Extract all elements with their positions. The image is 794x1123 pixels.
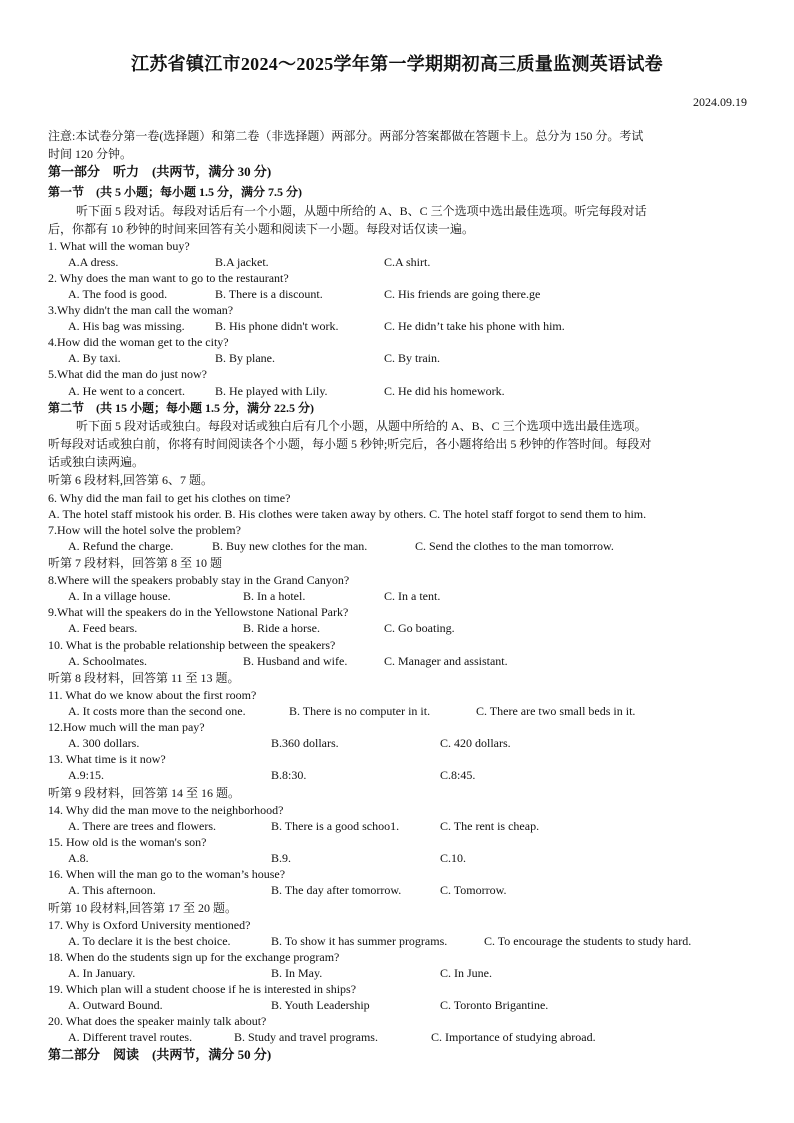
part1-heading: 第一部分 听力 (共两节，满分 30 分) <box>48 164 272 179</box>
material-9-instruction: 听第 9 段材料，回答第 14 至 16 题。 <box>48 786 241 800</box>
question-1-option-b: B.A jacket. <box>215 255 269 269</box>
question-20-stem: 20. What does the speaker mainly talk about? <box>48 1014 267 1028</box>
question-19-option-c: C. Toronto Brigantine. <box>440 998 549 1012</box>
section2-intro-2: 听每段对话或独白前，你将有时间阅读各个小题，每小题 5 秒钟;听完后，各小题将给出 5 秒钟的作答时间。每段对 <box>48 437 652 451</box>
question-4-stem: 4.How did the woman get to the city? <box>48 335 229 349</box>
question-16-option-a: A. This afternoon. <box>68 883 156 897</box>
question-5-stem: 5.What did the man do just now? <box>48 367 207 381</box>
question-2-stem: 2. Why does the man want to go to the restaurant? <box>48 271 289 285</box>
question-11-stem: 11. What do we know about the first room? <box>48 688 257 702</box>
question-5-option-c: C. He did his homework. <box>384 384 505 398</box>
question-18-option-b: B. In May. <box>271 966 323 980</box>
part2-heading: 第二部分 阅读 (共两节，满分 50 分) <box>48 1047 272 1062</box>
question-6-options: A. The hotel staff mistook his order. B. His clothes were taken away by others. C. The hotel staff forgot to send them to him. <box>48 507 647 521</box>
section1-intro-1: 听下面 5 段对话。每段对话后有一个小题，从题中所给的 A、B、C 三个选项中选出最佳选项。听完每段对话 <box>76 204 647 218</box>
question-12-stem: 12.How much will the man pay? <box>48 720 205 734</box>
section2-heading: 第二节 (共 15 小题；每小题 1.5 分，满分 22.5 分) <box>48 401 314 415</box>
question-13-option-a: A.9:15. <box>68 768 104 782</box>
question-14-option-b: B. There is a good schoo1. <box>271 819 400 833</box>
material-8-instruction: 听第 8 段材料，回答第 11 至 13 题。 <box>48 671 240 685</box>
question-4-option-b: B. By plane. <box>215 351 275 365</box>
question-8-option-a: A. In a village house. <box>68 589 171 603</box>
question-14-option-c: C. The rent is cheap. <box>440 819 540 833</box>
question-3-option-c: C. He didn’t take his phone with him. <box>384 319 565 333</box>
question-8-stem: 8.Where will the speakers probably stay in the Grand Canyon? <box>48 573 350 587</box>
question-2-option-b: B. There is a discount. <box>215 287 323 301</box>
question-19-option-b: B. Youth Leadership <box>271 998 370 1012</box>
material-6-instruction: 听第 6 段材料,回答第 6、7 题。 <box>48 473 214 487</box>
question-16-option-b: B. The day after tomorrow. <box>271 883 402 897</box>
question-7-option-c: C. Send the clothes to the man tomorrow. <box>415 539 614 553</box>
question-10-option-c: C. Manager and assistant. <box>384 654 508 668</box>
question-12-option-b: B.360 dollars. <box>271 736 339 750</box>
question-15-stem: 15. How old is the woman's son? <box>48 835 207 849</box>
question-15-option-b: B.9. <box>271 851 292 865</box>
section2-intro-3: 话或独白读两遍。 <box>48 455 145 469</box>
material-7-instruction: 听第 7 段材料，回答第 8 至 10 题 <box>48 556 223 570</box>
question-13-stem: 13. What time is it now? <box>48 752 166 766</box>
question-16-stem: 16. When will the man go to the woman’s house? <box>48 867 286 881</box>
question-12-option-c: C. 420 dollars. <box>440 736 511 750</box>
question-9-stem: 9.What will the speakers do in the Yellowstone National Park? <box>48 605 349 619</box>
question-18-option-c: C. In June. <box>440 966 492 980</box>
question-18-stem: 18. When do the students sign up for the exchange program? <box>48 950 340 964</box>
question-17-stem: 17. Why is Oxford University mentioned? <box>48 918 251 932</box>
question-19-stem: 19. Which plan will a student choose if he is interested in ships? <box>48 982 357 996</box>
question-14-option-a: A. There are trees and flowers. <box>68 819 217 833</box>
question-2-option-a: A. The food is good. <box>68 287 168 301</box>
question-17-option-c: C. To encourage the students to study hard. <box>484 934 692 948</box>
question-11-option-a: A. It costs more than the second one. <box>68 704 246 718</box>
notice-line-1: 注意:本试卷分第一卷(选择题）和第二卷（非选择题）两部分。两部分答案都做在答题卡上。总分为 150 分。考试 <box>48 129 644 143</box>
section1-intro-2: 后，你都有 10 秒钟的时间来回答有关小题和阅读下一小题。每段对话仅读一遍。 <box>48 222 475 236</box>
question-7-option-b: B. Buy new clothes for the man. <box>212 539 368 553</box>
question-1-stem: 1. What will the woman buy? <box>48 239 190 253</box>
notice-line-2: 时间 120 分钟。 <box>48 147 133 161</box>
question-9-option-a: A. Feed bears. <box>68 621 138 635</box>
question-15-option-a: A.8. <box>68 851 89 865</box>
question-8-option-c: C. In a tent. <box>384 589 441 603</box>
question-11-option-c: C. There are two small beds in it. <box>476 704 636 718</box>
question-2-option-c: C. His friends are going there.ge <box>384 287 541 301</box>
question-5-option-a: A. He went to a concert. <box>68 384 185 398</box>
question-13-option-b: B.8:30. <box>271 768 307 782</box>
question-7-option-a: A. Refund the charge. <box>68 539 174 553</box>
question-16-option-c: C. Tomorrow. <box>440 883 507 897</box>
question-10-stem: 10. What is the probable relationship between the speakers? <box>48 638 336 652</box>
question-1-option-a: A.A dress. <box>68 255 119 269</box>
question-4-option-c: C. By train. <box>384 351 440 365</box>
question-17-option-b: B. To show it has summer programs. <box>271 934 448 948</box>
question-5-option-b: B. He played with Lily. <box>215 384 328 398</box>
question-10-option-b: B. Husband and wife. <box>243 654 348 668</box>
question-18-option-a: A. In January. <box>68 966 136 980</box>
question-7-stem: 7.How will the hotel solve the problem? <box>48 523 241 537</box>
question-4-option-a: A. By taxi. <box>68 351 121 365</box>
question-3-stem: 3.Why didn't the man call the woman? <box>48 303 234 317</box>
question-14-stem: 14. Why did the man move to the neighborhood? <box>48 803 284 817</box>
question-20-option-a: A. Different travel routes. <box>68 1030 193 1044</box>
question-6-stem: 6. Why did the man fail to get his clothes on time? <box>48 491 291 505</box>
page-title: 江苏省镇江市2024～2025学年第一学期期初高三质量监测英语试卷 <box>131 54 663 74</box>
exam-date: 2024.09.19 <box>693 95 747 109</box>
section2-intro-1: 听下面 5 段对话或独白。每段对话或独白后有几个小题，从题中所给的 A、B、C 三个选项中选出最佳选项。 <box>76 419 647 433</box>
material-10-instruction: 听第 10 段材料,回答第 17 至 20 题。 <box>48 901 238 915</box>
question-3-option-b: B. His phone didn't work. <box>215 319 339 333</box>
question-17-option-a: A. To declare it is the best choice. <box>68 934 231 948</box>
question-20-option-c: C. Importance of studying abroad. <box>431 1030 596 1044</box>
question-1-option-c: C.A shirt. <box>384 255 431 269</box>
question-8-option-b: B. In a hotel. <box>243 589 306 603</box>
question-15-option-c: C.10. <box>440 851 467 865</box>
section1-heading: 第一节 (共 5 小题；每小题 1.5 分，满分 7.5 分) <box>48 185 302 199</box>
question-9-option-b: B. Ride a horse. <box>243 621 320 635</box>
question-12-option-a: A. 300 dollars. <box>68 736 140 750</box>
question-9-option-c: C. Go boating. <box>384 621 455 635</box>
question-10-option-a: A. Schoolmates. <box>68 654 147 668</box>
question-13-option-c: C.8:45. <box>440 768 476 782</box>
question-19-option-a: A. Outward Bound. <box>68 998 163 1012</box>
question-20-option-b: B. Study and travel programs. <box>234 1030 378 1044</box>
question-11-option-b: B. There is no computer in it. <box>289 704 431 718</box>
question-3-option-a: A. His bag was missing. <box>68 319 185 333</box>
